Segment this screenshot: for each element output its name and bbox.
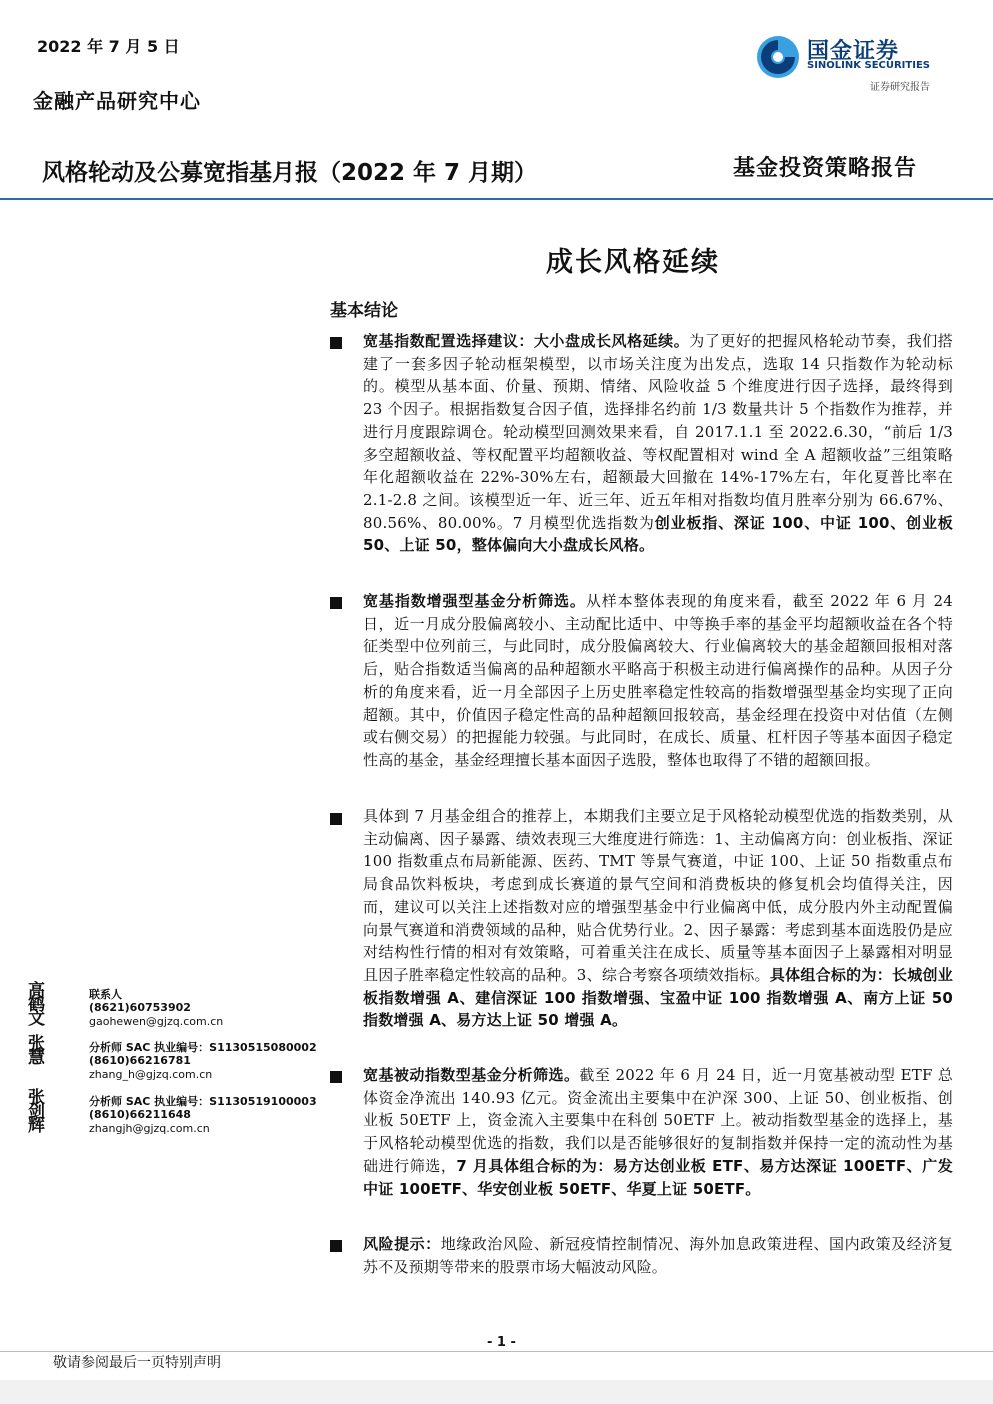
analyst-role-label: 分析师 SAC 执业编号： <box>89 1095 210 1108</box>
analyst-role-label: 联系人 <box>89 988 122 1001</box>
paragraph-lead: 宽基被动指数型基金分析筛选。 <box>363 1066 580 1084</box>
disclaimer-note: 敬请参阅最后一页特别声明 <box>53 1355 221 1371</box>
analyst-name: 高鹤文 <box>28 981 45 1029</box>
report-subject: 成长风格延续 <box>546 247 720 278</box>
paragraph-lead: 宽基指数增强型基金分析筛选。 <box>363 592 586 610</box>
analyst-role <box>89 1095 317 1109</box>
paragraph-lead: 宽基指数配置选择建议：大小盘成长风格延续。 <box>363 332 690 350</box>
report-type: 基金投资策略报告 <box>733 155 918 181</box>
paragraph-body: 从样本整体表现的角度来看，截至 2022 年 6 月 24 日，近一月成分股偏离较小、主动配比适中、中等换手率的基金平均超额收益在各个特征类型中位列前三，与此同时，成分股偏离较大、行业偏离较大的基金超额回报相对落后，贴合指数适当偏离的品种超额水平略高于积极主动进行偏离操作的品种。从因子分析的角度来看，近一月全部因子上历史胜率稳定性较高的指数增强型基金均实现了正向超额。其中，价值因子稳定性高的品种超额回报较高，基金经理在投资中对估值（左侧或右侧交易）的把握能力较强。与此同时，在成长、质量、杠杆因子等基本面因子稳定性高的基金，基金经理擅长基本面因子选股，整体也取得了不错的超额回报。 <box>363 592 953 769</box>
analyst-sac-number: S1130515080002 <box>209 1041 317 1054</box>
paragraph-tail: 7 月具体组合标的为：易方达创业板 ETF、易方达深证 100ETF、广发中证 100ETF、华安创业板 50ETF、华夏上证 50ETF。 <box>363 1156 953 1198</box>
sinolink-logo-icon <box>755 34 801 80</box>
bullet-icon <box>330 1240 342 1252</box>
analyst-role <box>89 988 122 1002</box>
footer-band <box>0 1380 993 1404</box>
analyst-sac-number: S1130519100003 <box>209 1095 317 1108</box>
logo-name: 国金证券 <box>807 39 900 64</box>
paragraph-tail: 创业板指、深证 100、中证 100、创业板 50、上证 50，整体偏向大小盘成长风格。 <box>363 513 953 555</box>
paragraph-body: 截至 2022 年 6 月 24 日，近一月宽基被动型 ETF 总体资金净流出 140.93 亿元。资金流出主要集中在沪深 300、上证 50、创业板指、创业板 50ETF 上，资金流入主要集中在科创 50ETF 上。被动指数型基金的选择上，基于风格轮动模型优选的指数，我们以是否能够很好的复制指数并保持一定的流动性为基础进行筛选， <box>363 1066 953 1175</box>
report-date: 2022 年 7 月 5 日 <box>37 37 180 56</box>
page-number: - 1 - <box>487 1335 516 1350</box>
paragraph-portfolio-recommendation <box>363 805 953 1032</box>
conclusion-heading: 基本结论 <box>330 301 398 321</box>
analyst-phone: (8610)66216781 <box>89 1054 191 1067</box>
report-title: 风格轮动及公募宽指基月报（2022 年 7 月期） <box>42 160 538 186</box>
bullet-icon <box>330 813 342 825</box>
analyst-email: zhang_h@gjzq.com.cn <box>89 1068 213 1081</box>
bullet-icon <box>330 1071 342 1083</box>
analyst-email: zhangjh@gjzq.com.cn <box>89 1122 210 1135</box>
paragraph-risk-warning <box>363 1233 953 1278</box>
company-logo <box>755 30 955 100</box>
analyst-role <box>89 1041 317 1055</box>
paragraph-body: 具体到 7 月基金组合的推荐上，本期我们主要立足于风格轮动模型优选的指数类别，从主动偏离、因子暴露、绩效表现三大维度进行筛选：1、主动偏离方向：创业板指、深证 100 指数重点布局新能源、医药、TMT 等景气赛道，中证 100、上证 50 指数重点布局食品饮料板块，考虑到成长赛道的景气空间和消费板块的修复机会均值得关注，因而，建议可以关注上述指数对应的增强型基金中行业偏离中低，成分股内外主动配置偏向景气赛道和消费领域的品种，贴合优势行业。2、因子暴露：考虑到基本面选股仍是应对结构性行情的相对有效策略，可着重关注在成长、质量等基本面因子上暴露相对明显且因子胜率稳定性较高的品种。3、综合考察各项绩效指标。 <box>363 807 953 984</box>
bullet-icon <box>330 597 342 609</box>
paragraph-passive-fund <box>363 1064 953 1200</box>
logo-english-name: SINOLINK SECURITIES <box>807 60 930 71</box>
paragraph-enhanced-fund <box>363 590 953 772</box>
paragraph-body: 为了更好的把握风格轮动节奏，我们搭建了一套多因子轮动框架模型，以市场关注度为出发点，选取 14 只指数作为轮动标的。模型从基本面、价量、预期、情绪、风险收益 5 个维度进行因子选择，最终得到 23 个因子。根据指数复合因子值，选择排名约前 1/3 数量共计 5 个指数作为推荐，并进行月度跟踪调仓。轮动模型回测效果来看，自 2017.1.1 至 2022.6.30，“前后 1/3 多空超额收益、等权配置平均超额收益、等权配置相对 wind 全 A 超额收益”三组策略年化超额收益在 22%-30%左右，超额最大回撤在 14%-17%左右，年化夏普比率在 2.1-2.8 之间。该模型近一年、近三年、近五年相对指数均值月胜率分别为 66.67%、80.56%、80.00%。7 月模型优选指数为 <box>363 332 954 532</box>
header-divider <box>0 198 993 200</box>
report-category-label: 证券研究报告 <box>870 82 930 93</box>
paragraph-body: 地缘政治风险、新冠疫情控制情况、海外加息政策进程、国内政策及经济复苏不及预期等带来的股票市场大幅波动风险。 <box>363 1235 953 1276</box>
analyst-role-label: 分析师 SAC 执业编号： <box>89 1041 210 1054</box>
paragraph-lead: 风险提示： <box>363 1235 441 1253</box>
analyst-email: gaohewen@gjzq.com.cn <box>89 1015 224 1028</box>
analyst-name: 张慧 <box>28 1034 45 1068</box>
department-name: 金融产品研究中心 <box>33 89 201 113</box>
paragraph-tail: 具体组合标的为：长城创业板指数增强 A、建信深证 100 指数增强、宝盈中证 100 指数增强 A、南方上证 50 指数增强 A、易方达上证 50 增强 A。 <box>363 965 953 1030</box>
bullet-icon <box>330 337 342 349</box>
analyst-name: 张剑辉 <box>28 1088 45 1136</box>
paragraph-index-allocation <box>363 330 953 557</box>
analyst-phone: (8621)60753902 <box>89 1001 191 1014</box>
analyst-phone: (8610)66211648 <box>89 1108 191 1121</box>
